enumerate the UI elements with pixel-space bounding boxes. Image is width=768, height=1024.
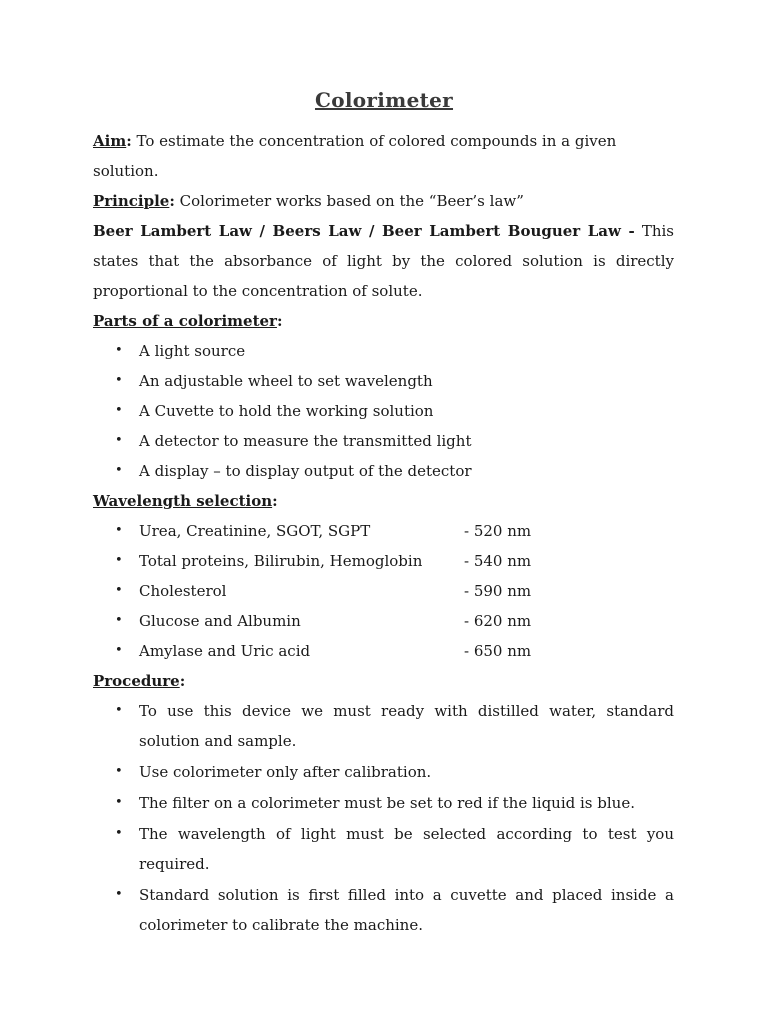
wavelength-list [93, 516, 674, 666]
test-name: Cholesterol [139, 582, 227, 600]
wavelength-value: - 590 nm [464, 582, 532, 600]
procedure-heading [93, 666, 674, 696]
wavelength-colon: : [272, 492, 278, 510]
bullet-icon: • [115, 403, 123, 418]
bullet-icon: • [115, 373, 123, 388]
bullet-icon: • [115, 826, 123, 841]
test-name: Total proteins, Bilirubin, Hemoglobin [139, 552, 423, 570]
wavelength-value: - 520 nm [464, 522, 532, 540]
list-item [93, 880, 674, 940]
list-item [93, 366, 674, 396]
bullet-icon: • [115, 433, 123, 448]
page-title: Colorimeter [314, 88, 454, 112]
parts-list [93, 336, 674, 486]
principle-paragraph [93, 186, 674, 216]
bullet-icon: • [115, 795, 123, 810]
list-item-text: A display – to display output of the detector [139, 462, 472, 480]
wavelength-row [93, 516, 674, 546]
wavelength-heading [93, 486, 674, 516]
aim-colon: : [126, 132, 132, 150]
list-item [93, 819, 674, 879]
principle-text: Colorimeter works based on the “Beer’s law” [174, 192, 524, 210]
list-item [93, 396, 674, 426]
list-item [93, 426, 674, 456]
parts-label: Parts of a colorimeter [93, 312, 277, 330]
test-name: Urea, Creatinine, SGOT, SGPT [139, 522, 371, 540]
bullet-icon: • [115, 887, 123, 902]
principle-label: Principle [93, 192, 170, 210]
list-item [93, 456, 674, 486]
test-name: Glucose and Albumin [139, 612, 301, 630]
wavelength-label: Wavelength selection [93, 492, 273, 510]
bullet-icon: • [115, 764, 123, 779]
bullet-icon: • [115, 703, 123, 718]
wavelength-row [93, 576, 674, 606]
list-item-text: An adjustable wheel to set wavelength [139, 372, 433, 390]
list-item [93, 696, 674, 756]
bullet-icon: • [115, 463, 123, 478]
list-item-text: The wavelength of light must be selected according to test you required. [139, 825, 674, 873]
parts-colon: : [276, 312, 283, 330]
procedure-list [93, 696, 674, 940]
principle-colon: : [169, 192, 175, 210]
wavelength-value: - 650 nm [464, 642, 532, 660]
aim-paragraph [93, 126, 674, 186]
bullet-icon: • [115, 343, 123, 358]
aim-text: To estimate the concentration of colored compounds in a given solution. [93, 132, 617, 180]
list-item [93, 336, 674, 366]
wavelength-row [93, 546, 674, 576]
document-body [93, 126, 674, 941]
wavelength-row [93, 636, 674, 666]
procedure-label: Procedure [93, 672, 180, 690]
law-text: This states that the absorbance of light by the colored solution is directly proportional to the concentration of solute. [93, 222, 674, 300]
aim-label: Aim [93, 132, 127, 150]
list-item [93, 788, 674, 818]
list-item-text: The filter on a colorimeter must be set to red if the liquid is blue. [139, 794, 635, 812]
test-name: Amylase and Uric acid [139, 642, 311, 660]
bullet-icon: • [115, 643, 123, 658]
list-item-text: A Cuvette to hold the working solution [139, 402, 434, 420]
bullet-icon: • [115, 613, 123, 628]
bullet-icon: • [115, 583, 123, 598]
list-item-text: Use colorimeter only after calibration. [139, 763, 432, 781]
list-item-text: To use this device we must ready with distilled water, standard solution and sample. [139, 702, 674, 750]
list-item-text: Standard solution is first filled into a cuvette and placed inside a colorimeter to calibrate the machine. [139, 886, 674, 934]
bullet-icon: • [115, 523, 123, 538]
list-item [93, 757, 674, 787]
procedure-colon: : [179, 672, 186, 690]
list-item-text: A detector to measure the transmitted light [139, 432, 472, 450]
law-heading: Beer Lambert Law / Beers Law / Beer Lambert Bouguer Law - [93, 222, 635, 240]
parts-heading [93, 306, 674, 336]
law-paragraph [93, 216, 674, 306]
list-item-text: A light source [139, 342, 246, 360]
bullet-icon: • [115, 553, 123, 568]
wavelength-row [93, 606, 674, 636]
wavelength-value: - 620 nm [464, 612, 532, 630]
wavelength-value: - 540 nm [464, 552, 532, 570]
